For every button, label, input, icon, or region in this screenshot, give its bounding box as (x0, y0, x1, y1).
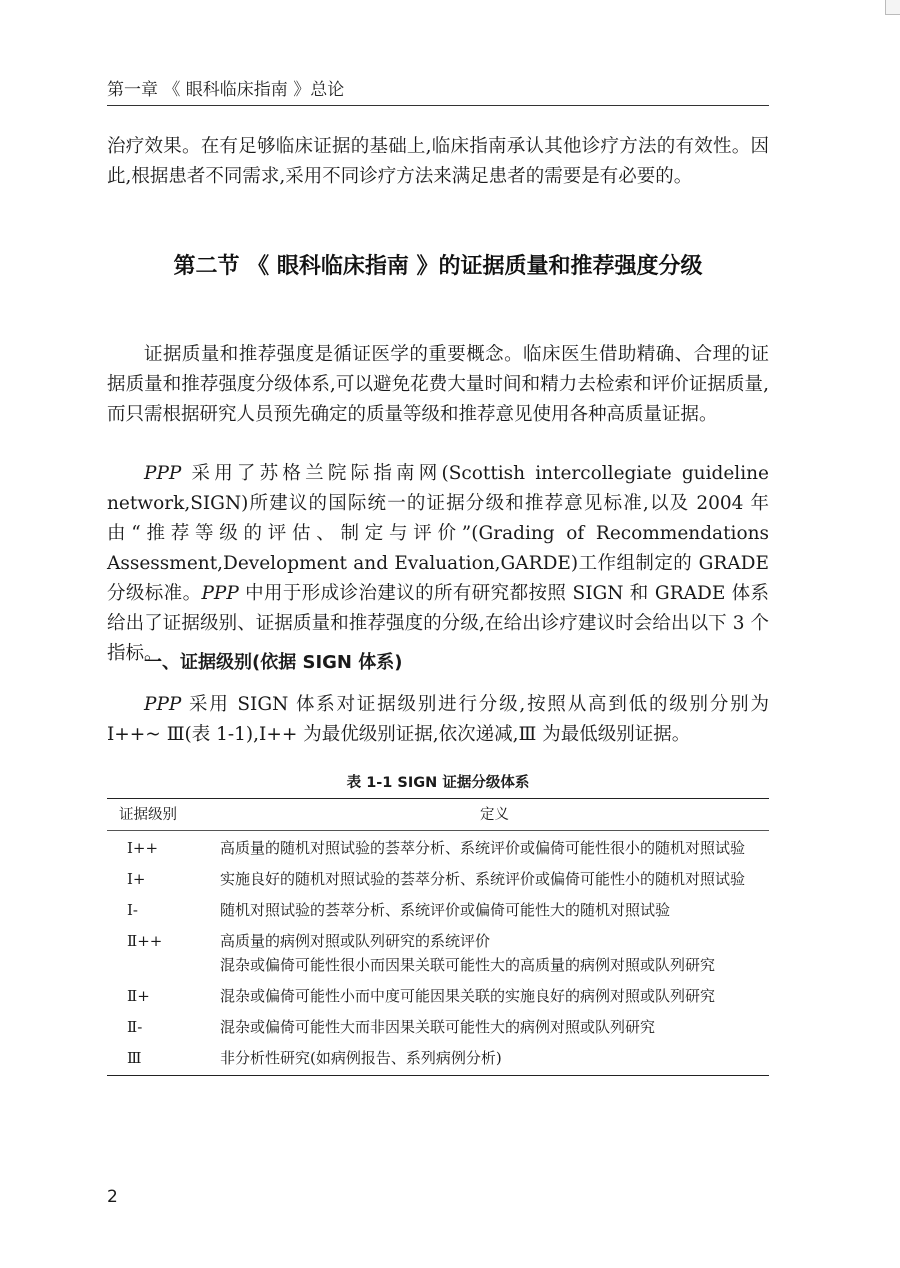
evidence-definition: 非分析性研究(如病例报告、系列病例分析) (220, 1049, 502, 1067)
evidence-definition-line: 高质量的病例对照或队列研究的系统评价 (220, 932, 491, 950)
table-header-row (107, 799, 769, 831)
evidence-definition (220, 929, 769, 984)
page-corner-mark (885, 0, 900, 15)
evidence-definition-line: 混杂或偏倚可能性很小而因果关联可能性大的高质量的病例对照或队列研究 (220, 956, 716, 974)
table-row (107, 898, 769, 929)
ppp-term: PPP (144, 463, 182, 484)
running-header: 第一章 《 眼科临床指南 》总论 (107, 80, 345, 100)
section-title: 第二节 《 眼科临床指南 》的证据质量和推荐强度分级 (173, 254, 703, 279)
evidence-level: Ⅱ++ (127, 932, 163, 950)
table-row (107, 929, 769, 984)
paragraph-sign-levels-text: 采用 SIGN 体系对证据级别进行分级,按照从高到低的级别分别为 Ⅰ++~ Ⅲ(表 1-1),Ⅰ++ 为最优级别证据,依次递减,Ⅲ 为最低级别证据。 (107, 694, 769, 745)
evidence-definition: 实施良好的随机对照试验的荟萃分析、系统评价或偏倚可能性小的随机对照试验 (220, 870, 746, 888)
evidence-definition: 混杂或偏倚可能性小而中度可能因果关联的实施良好的病例对照或队列研究 (220, 987, 716, 1005)
column-header-level: 证据级别 (107, 799, 220, 831)
evidence-level: Ⅱ+ (127, 987, 150, 1005)
evidence-level: Ⅰ++ (127, 839, 159, 857)
subsection-title: 一、证据级别(依据 SIGN 体系) (144, 652, 403, 673)
table-row (107, 984, 769, 1015)
table-row (107, 1015, 769, 1046)
header-rule (107, 105, 769, 106)
sign-evidence-table (107, 798, 769, 1076)
table-row (107, 867, 769, 898)
table-caption: 表 1-1 SIGN 证据分级体系 (346, 775, 530, 791)
evidence-definition: 随机对照试验的荟萃分析、系统评价或偏倚可能性大的随机对照试验 (220, 901, 671, 919)
evidence-level: Ⅲ (127, 1049, 142, 1067)
paragraph-ppp-standards (107, 459, 769, 669)
paragraph-intro: 证据质量和推荐强度是循证医学的重要概念。临床医生借助精确、合理的证据质量和推荐强度分级体系,可以避免花费大量时间和精力去检索和评价证据质量,而只需根据研究人员预先确定的质量等级和推荐意见使用各种高质量证据。 (107, 344, 769, 425)
page-number: 2 (107, 1187, 118, 1207)
ppp-term: PPP (144, 694, 182, 715)
paragraph-ppp-standards-text: 采用了苏格兰院际指南网(Scottish intercollegiate guideline network,SIGN)所建议的国际统一的证据分级和推荐意见标准,以及 2004 年由“推荐等级的评估、制定与评价”(Grading of Recommendations Assessment,Development and Evaluation,GARDE)工作组制定的 GRADE 分级标准。 (107, 463, 769, 604)
table-row (107, 1046, 769, 1076)
evidence-level: Ⅰ- (127, 901, 138, 919)
paragraph-continuation: 治疗效果。在有足够临床证据的基础上,临床指南承认其他诊疗方法的有效性。因此,根据患者不同需求,采用不同诊疗方法来满足患者的需要是有必要的。 (107, 136, 769, 187)
column-header-definition: 定义 (220, 799, 769, 831)
paragraph-ppp-standards-text-2: 中用于形成诊治建议的所有研究都按照 SIGN 和 GRADE 体系给出了证据级别、证据质量和推荐强度的分级,在给出诊疗建议时会给出以下 3 个指标。 (107, 583, 769, 664)
evidence-level: Ⅱ- (127, 1018, 143, 1036)
paragraph-sign-levels (107, 690, 769, 750)
evidence-definition: 高质量的随机对照试验的荟萃分析、系统评价或偏倚可能性很小的随机对照试验 (220, 839, 746, 857)
evidence-definition: 混杂或偏倚可能性大而非因果关联可能性大的病例对照或队列研究 (220, 1018, 656, 1036)
table-row (107, 831, 769, 868)
ppp-term: PPP (201, 583, 239, 604)
evidence-level: Ⅰ+ (127, 870, 146, 888)
